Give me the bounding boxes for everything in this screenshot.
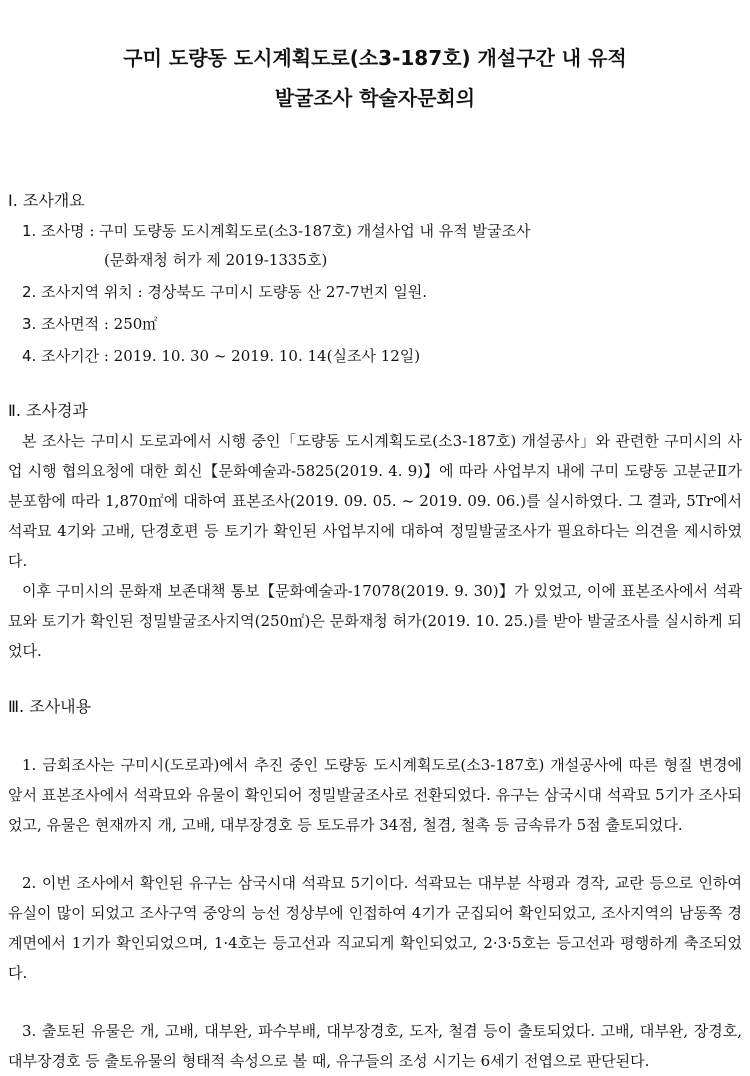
section1-item-area: 3. 조사면적 : 250㎡ — [22, 315, 158, 333]
section2-paragraph-1: 본 조사는 구미시 도로과에서 시행 중인「도량동 도시계획도로(소3-187호) 개설공사」와 관련한 구미시의 사업 시행 협의요청에 대한 회신【문화예술과-5825(2019. 4. 9)】에 따라 사업부지 내에 구미 도량동 고분군Ⅱ가 분포함에 따라 1,870㎡에 대하여 표본조사(2019. 09. 05. ~ 2019. 09. 06.)를 실시하였다. 그 결과, 5Tr에서 석곽묘 4기와 고배, 단경호편 등 토기가 확인된 사업부지에 대하여 정밀발굴조사가 필요하다는 의견을 제시하였다. — [8, 432, 742, 570]
section3-paragraph-2: 2. 이번 조사에서 확인된 유구는 삼국시대 석곽묘 5기이다. 석곽묘는 대부분 삭평과 경작, 교란 등으로 인하여 유실이 많이 되었고 조사구역 중앙의 능선 정상부에 인접하여 4기가 군집되어 확인되었고, 조사지역의 남동쪽 경계면에서 1기가 확인되었으며, 1·4호는 등고선과 직교되게 확인되었고, 2·3·5호는 등고선과 평행하게 축조되었다. — [8, 874, 742, 982]
section1-list — [8, 215, 742, 372]
document-title-line2: 발굴조사 학술자문회의 — [274, 86, 476, 110]
section1-item-location: 2. 조사지역 위치 : 경상북도 구미시 도량동 산 27-7번지 일원. — [22, 283, 428, 301]
label-area: 조사면적 — [41, 315, 100, 333]
section1-item-permit: (문화재청 허가 제 2019-1335호) — [104, 251, 328, 269]
label-period: 조사기간 — [41, 347, 100, 365]
label-location: 조사지역 위치 — [41, 283, 133, 301]
value-period: 2019. 10. 30 ~ 2019. 10. 14(실조사 12일) — [113, 347, 421, 365]
value-survey-name: 구미 도량동 도시계획도로(소3-187호) 개설사업 내 유적 발굴조사 — [99, 222, 531, 240]
section1-heading: Ⅰ. 조사개요 — [8, 191, 85, 210]
section3-paragraph-3: 3. 출토된 유물은 개, 고배, 대부완, 파수부배, 대부장경호, 도자, 철겸 등이 출토되었다. 고배, 대부완, 장경호, 대부장경호 등 출토유물의 형태적 속성으로 볼 때, 유구들의 조성 시기는 6세기 전엽으로 판단된다. — [8, 1022, 742, 1070]
label-survey-name: 조사명 — [41, 222, 85, 240]
section2-paragraph-2: 이후 구미시의 문화재 보존대책 통보【문화예술과-17078(2019. 9. 30)】가 있었고, 이에 표본조사에서 석곽묘와 토기가 확인된 정밀발굴조사지역(250㎡)은 문화재청 허가(2019. 10. 25.)를 받아 발굴조사를 실시하게 되었다. — [8, 582, 742, 660]
value-location: 경상북도 구미시 도량동 산 27-7번지 일원. — [147, 283, 428, 301]
document-title-line1: 구미 도량동 도시계획도로(소3-187호) 개설구간 내 유적 — [123, 46, 627, 70]
section2-heading: Ⅱ. 조사경과 — [8, 401, 88, 420]
value-area: 250㎡ — [113, 315, 158, 333]
section3-paragraph-1: 1. 금회조사는 구미시(도로과)에서 추진 중인 도량동 도시계획도로(소3-187호) 개설공사에 따른 형질 변경에 앞서 표본조사에서 석곽묘와 유물이 확인되어 정밀발굴조사로 전환되었다. 유구는 삼국시대 석곽묘 5기가 조사되었고, 유물은 현재까지 개, 고배, 대부장경호 등 토도류가 34점, 철겸, 철촉 등 금속류가 5점 출토되었다. — [8, 756, 742, 834]
section1-item-period: 4. 조사기간 : 2019. 10. 30 ~ 2019. 10. 14(실조사 12일) — [22, 347, 421, 365]
section1-item-name: 1. 조사명 : 구미 도량동 도시계획도로(소3-187호) 개설사업 내 유적 발굴조사 — [22, 222, 531, 240]
section3-heading: Ⅲ. 조사내용 — [8, 697, 92, 716]
